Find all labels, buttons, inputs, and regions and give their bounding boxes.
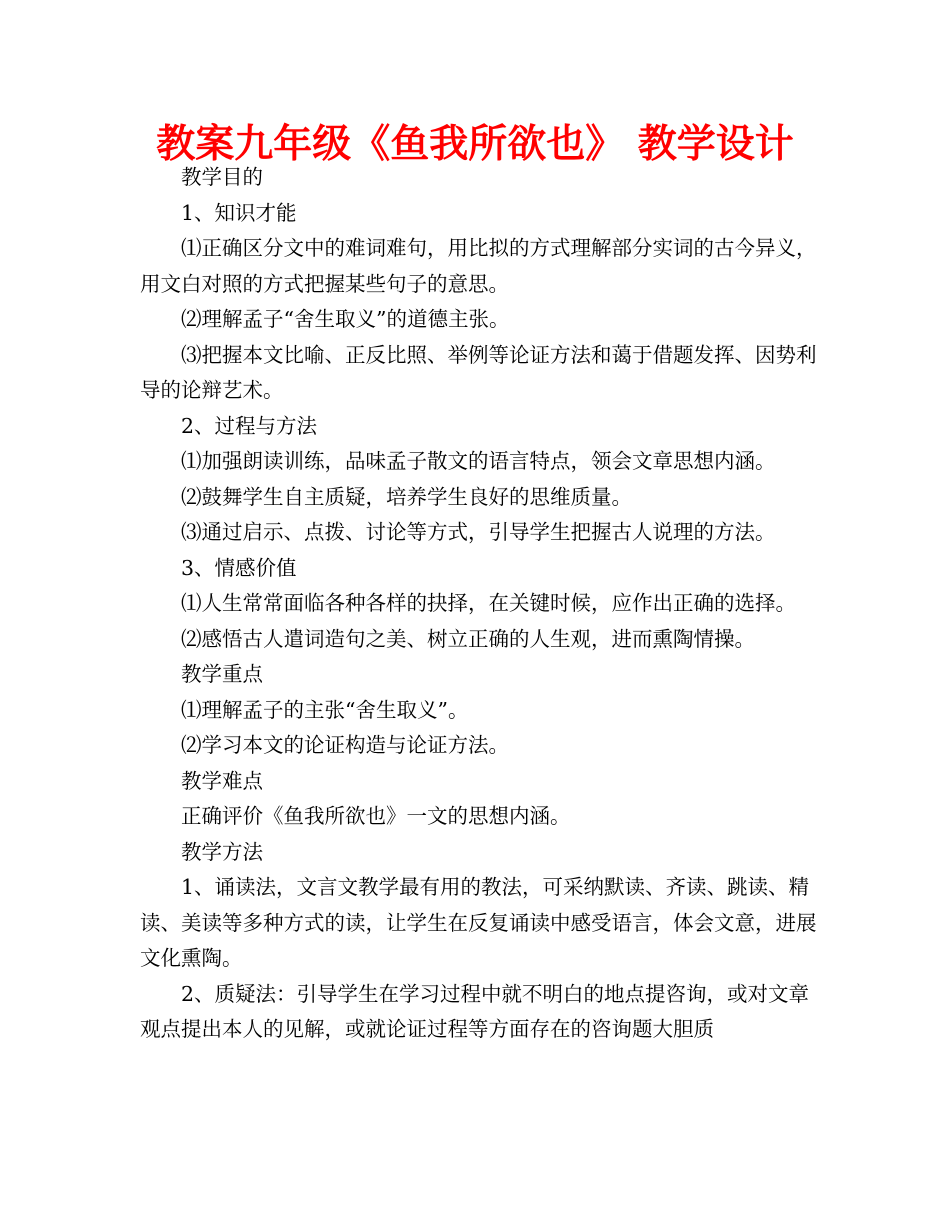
section-heading-methods: 教学方法 [181, 839, 263, 864]
subheading-emotional-value: 3、情感价值 [181, 555, 297, 580]
section-heading-difficulties: 教学难点 [181, 768, 263, 793]
paragraph: ⑵学习本文的论证构造与论证方法。 [181, 733, 509, 757]
subheading-knowledge-ability: 1、知识才能 [181, 200, 297, 225]
paragraph: ⑶通过启示、点拨、讨论等方式，引导学生把握古人说理的方法。 [181, 520, 776, 544]
paragraph: 2、质疑法：引导学生在学习过程中就不明白的地点提咨询，或对文章观点提出本人的见解，或就论证过程等方面存在的咨询题大胆质 [140, 981, 810, 1041]
section-heading-objectives: 教学目的 [181, 165, 263, 189]
paragraph: ⑵感悟古人遣词造句之美、树立正确的人生观，进而熏陶情操。 [181, 626, 755, 651]
paragraph: ⑵鼓舞学生自主质疑，培养学生良好的思维质量。 [181, 484, 632, 509]
subheading-process-method: 2、过程与方法 [181, 413, 318, 438]
document-title: 教案九年级《鱼我所欲也》 教学设计 [156, 122, 794, 167]
paragraph: ⑵理解孟子“舍生取义”的道德主张。 [181, 307, 510, 331]
paragraph: ⑴正确区分文中的难词难句，用比拟的方式理解部分实词的古今异义，用文白对照的方式把握某些句子的意思。 [140, 236, 817, 296]
paragraph: 1、诵读法，文言文教学最有用的教法，可采纳默读、齐读、跳读、精读、美读等多种方式的读，让学生在反复诵读中感受语言，体会文意，进展文化熏陶。 [140, 875, 817, 970]
paragraph: ⑴人生常常面临各种各样的抉择，在关键时候，应作出正确的选择。 [181, 591, 796, 615]
paragraph: ⑶把握本文比喻、正反比照、举例等论证方法和蔼于借题发挥、因势利导的论辩艺术。 [140, 342, 817, 402]
paragraph: 正确评价《鱼我所欲也》一文的思想内涵。 [181, 804, 571, 828]
paragraph: ⑴理解孟子的主张“舍生取义”。 [181, 697, 469, 722]
document-body [140, 160, 824, 1048]
section-heading-key-points: 教学重点 [181, 662, 263, 686]
paragraph: ⑴加强朗读训练，品味孟子散文的语言特点，领会文章思想内涵。 [181, 449, 776, 473]
